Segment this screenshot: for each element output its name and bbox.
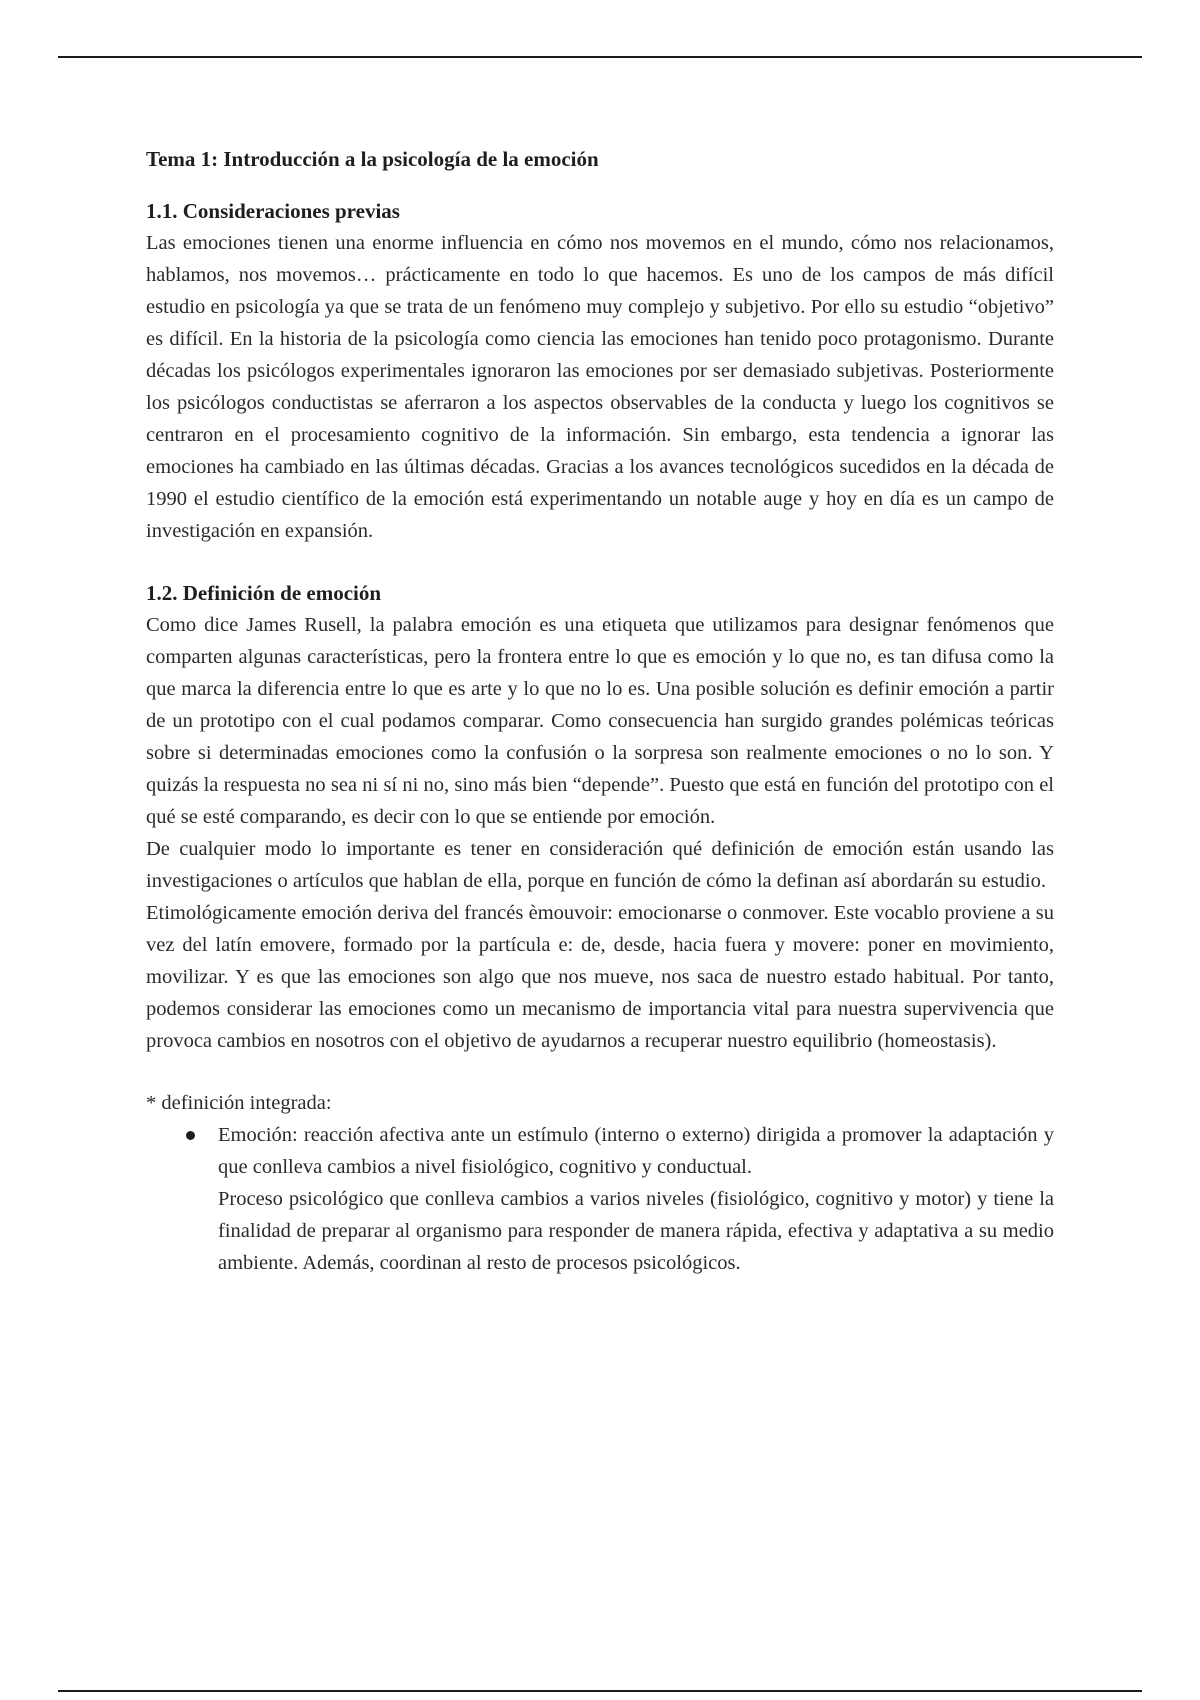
header-rule xyxy=(58,56,1142,58)
paragraph: Etimológicamente emoción deriva del francés èmouvoir: emocionarse o conmover. Este vocablo proviene a su vez del latín emovere, formado por la partícula e: de, desde, hacia fuera y movere: poner en movimiento, movilizar. Y es que las emociones son algo que nos mueve, nos saca de nuestro estado habitual. Por tanto, podemos considerar las emociones como un mecanismo de importancia vital para nuestra supervivencia que provoca cambios en nosotros con el objetivo de ayudarnos a recuperar nuestro equilibrio (homeostasis). xyxy=(146,902,1054,1052)
section-heading: 1.1. Consideraciones previas xyxy=(146,199,400,223)
section-heading: 1.2. Definición de emoción xyxy=(146,581,382,605)
section-spacer xyxy=(146,547,1054,577)
definition-text: Proceso psicológico que conlleva cambios a varios niveles (fisiológico, cognitivo y motor) y tiene la finalidad de preparar al organismo para responder de manera rápida, efectiva y adaptativa a su medio ambiente. Además, coordinan al resto de procesos psicológicos. xyxy=(218,1188,1054,1274)
integrated-definition xyxy=(146,1087,1054,1279)
section-spacer xyxy=(146,1057,1054,1087)
document-title: Tema 1: Introducción a la psicología de la emoción xyxy=(146,147,599,171)
section-definicion-emocion xyxy=(146,577,1054,1057)
definition-text: Emoción: reacción afectiva ante un estímulo (interno o externo) dirigida a promover la adaptación y que conlleva cambios a nivel fisiológico, cognitivo y conductual. xyxy=(218,1124,1054,1178)
note-label: * definición integrada: xyxy=(146,1092,332,1114)
footer-rule xyxy=(58,1690,1142,1692)
definition-list xyxy=(146,1119,1054,1279)
paragraph: De cualquier modo lo importante es tener en consideración qué definición de emoción están usando las investigaciones o artículos que hablan de ella, porque en función de cómo la definan así abordarán su estudio. xyxy=(146,838,1054,892)
document-body xyxy=(146,143,1054,1279)
section-consideraciones-previas xyxy=(146,195,1054,547)
paragraph: Como dice James Rusell, la palabra emoción es una etiqueta que utilizamos para designar fenómenos que comparten algunas características, pero la frontera entre lo que es emoción y lo que no, es tan difusa como la que marca la diferencia entre lo que es arte y lo que no lo es. Una posible solución es definir emoción a partir de un prototipo con el cual podamos comparar. Como consecuencia han surgido grandes polémicas teóricas sobre si determinadas emociones como la confusión o la sorpresa son realmente emociones o no lo son. Y quizás la respuesta no sea ni sí ni no, sino más bien “depende”. Puesto que está en función del prototipo con el qué se esté comparando, es decir con lo que se entiende por emoción. xyxy=(146,614,1054,828)
bullet-icon xyxy=(186,1131,195,1140)
list-item xyxy=(186,1119,1054,1279)
paragraph: Las emociones tienen una enorme influencia en cómo nos movemos en el mundo, cómo nos relacionamos, hablamos, nos movemos… prácticamente en todo lo que hacemos. Es uno de los campos de más difícil estudio en psicología ya que se trata de un fenómeno muy complejo y subjetivo. Por ello su estudio “objetivo” es difícil. En la historia de la psicología como ciencia las emociones han tenido poco protagonismo. Durante décadas los psicólogos experimentales ignoraron las emociones por ser demasiado subjetivas. Posteriormente los psicólogos conductistas se aferraron a los aspectos observables de la conducta y luego los cognitivos se centraron en el procesamiento cognitivo de la información. Sin embargo, esta tendencia a ignorar las emociones ha cambiado en las últimas décadas. Gracias a los avances tecnológicos sucedidos en la década de 1990 el estudio científico de la emoción está experimentando un notable auge y hoy en día es un campo de investigación en expansión. xyxy=(146,232,1054,542)
